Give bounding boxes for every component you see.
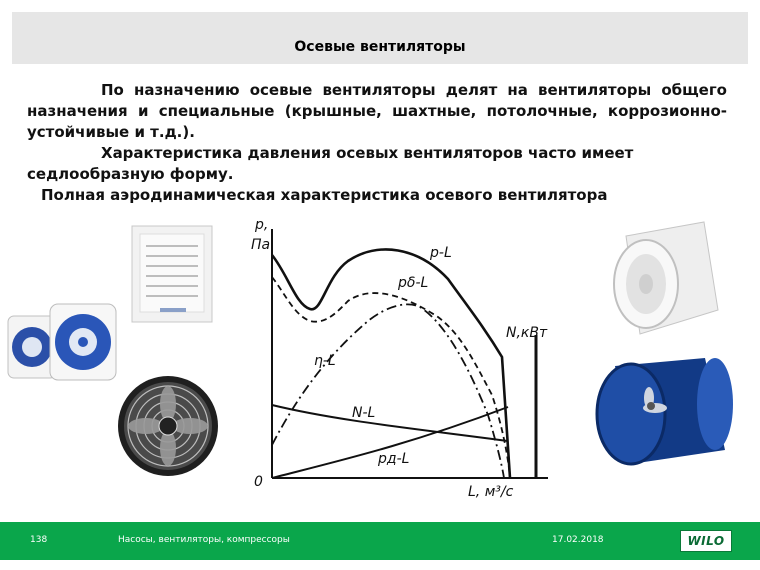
footer-bar (0, 522, 760, 560)
series-label-pdelta-l: pδ-L (398, 275, 429, 291)
aerodynamic-chart (248, 215, 568, 515)
origin-label: 0 (254, 474, 263, 490)
body-text (27, 80, 727, 206)
series-label-n-l: N-L (352, 405, 376, 421)
duct-fan-blue-icon (585, 346, 735, 470)
series-label-eta-l: η-L (314, 353, 336, 369)
slide-title: Осевые вентиляторы (294, 39, 466, 55)
window-fan-icon (6, 300, 120, 384)
x-axis-label: L, м³/с (468, 484, 514, 500)
curve-n-l (272, 405, 508, 441)
chart-plot (248, 215, 568, 515)
series-label-p-l: p-L (430, 245, 452, 261)
page-number: 138 (30, 535, 48, 545)
paragraph-saddle: Характеристика давления осевых вентиляторов часто имеет седлообразную форму. (27, 144, 634, 183)
series-label-pd-l: pд-L (378, 451, 410, 467)
axial-fan-grille-icon (116, 374, 220, 478)
right-axis-label: N,кВт (506, 325, 548, 341)
wall-vent-fan-icon (130, 224, 214, 324)
footer-date: 17.02.2018 (552, 535, 604, 545)
duct-fan-white-icon (600, 218, 728, 340)
header-bar (12, 12, 748, 64)
curve-pd-l (272, 407, 508, 478)
paragraph-characteristic: Полная аэродинамическая характеристика осевого вентилятора (41, 186, 608, 204)
wilo-logo (680, 530, 732, 552)
y-axis-symbol: p, (255, 217, 269, 233)
footer-subject: Насосы, вентиляторы, компрессоры (118, 535, 290, 545)
y-axis-unit: Па (251, 237, 271, 253)
wilo-logo-text: WILO (687, 534, 725, 548)
paragraph-purpose: По назначению осевые вентиляторы делят на вентиляторы общего назначения и специальные (крышные, шахтные, потолочные, коррозионно-устойчивые и т.д.). (27, 81, 727, 141)
